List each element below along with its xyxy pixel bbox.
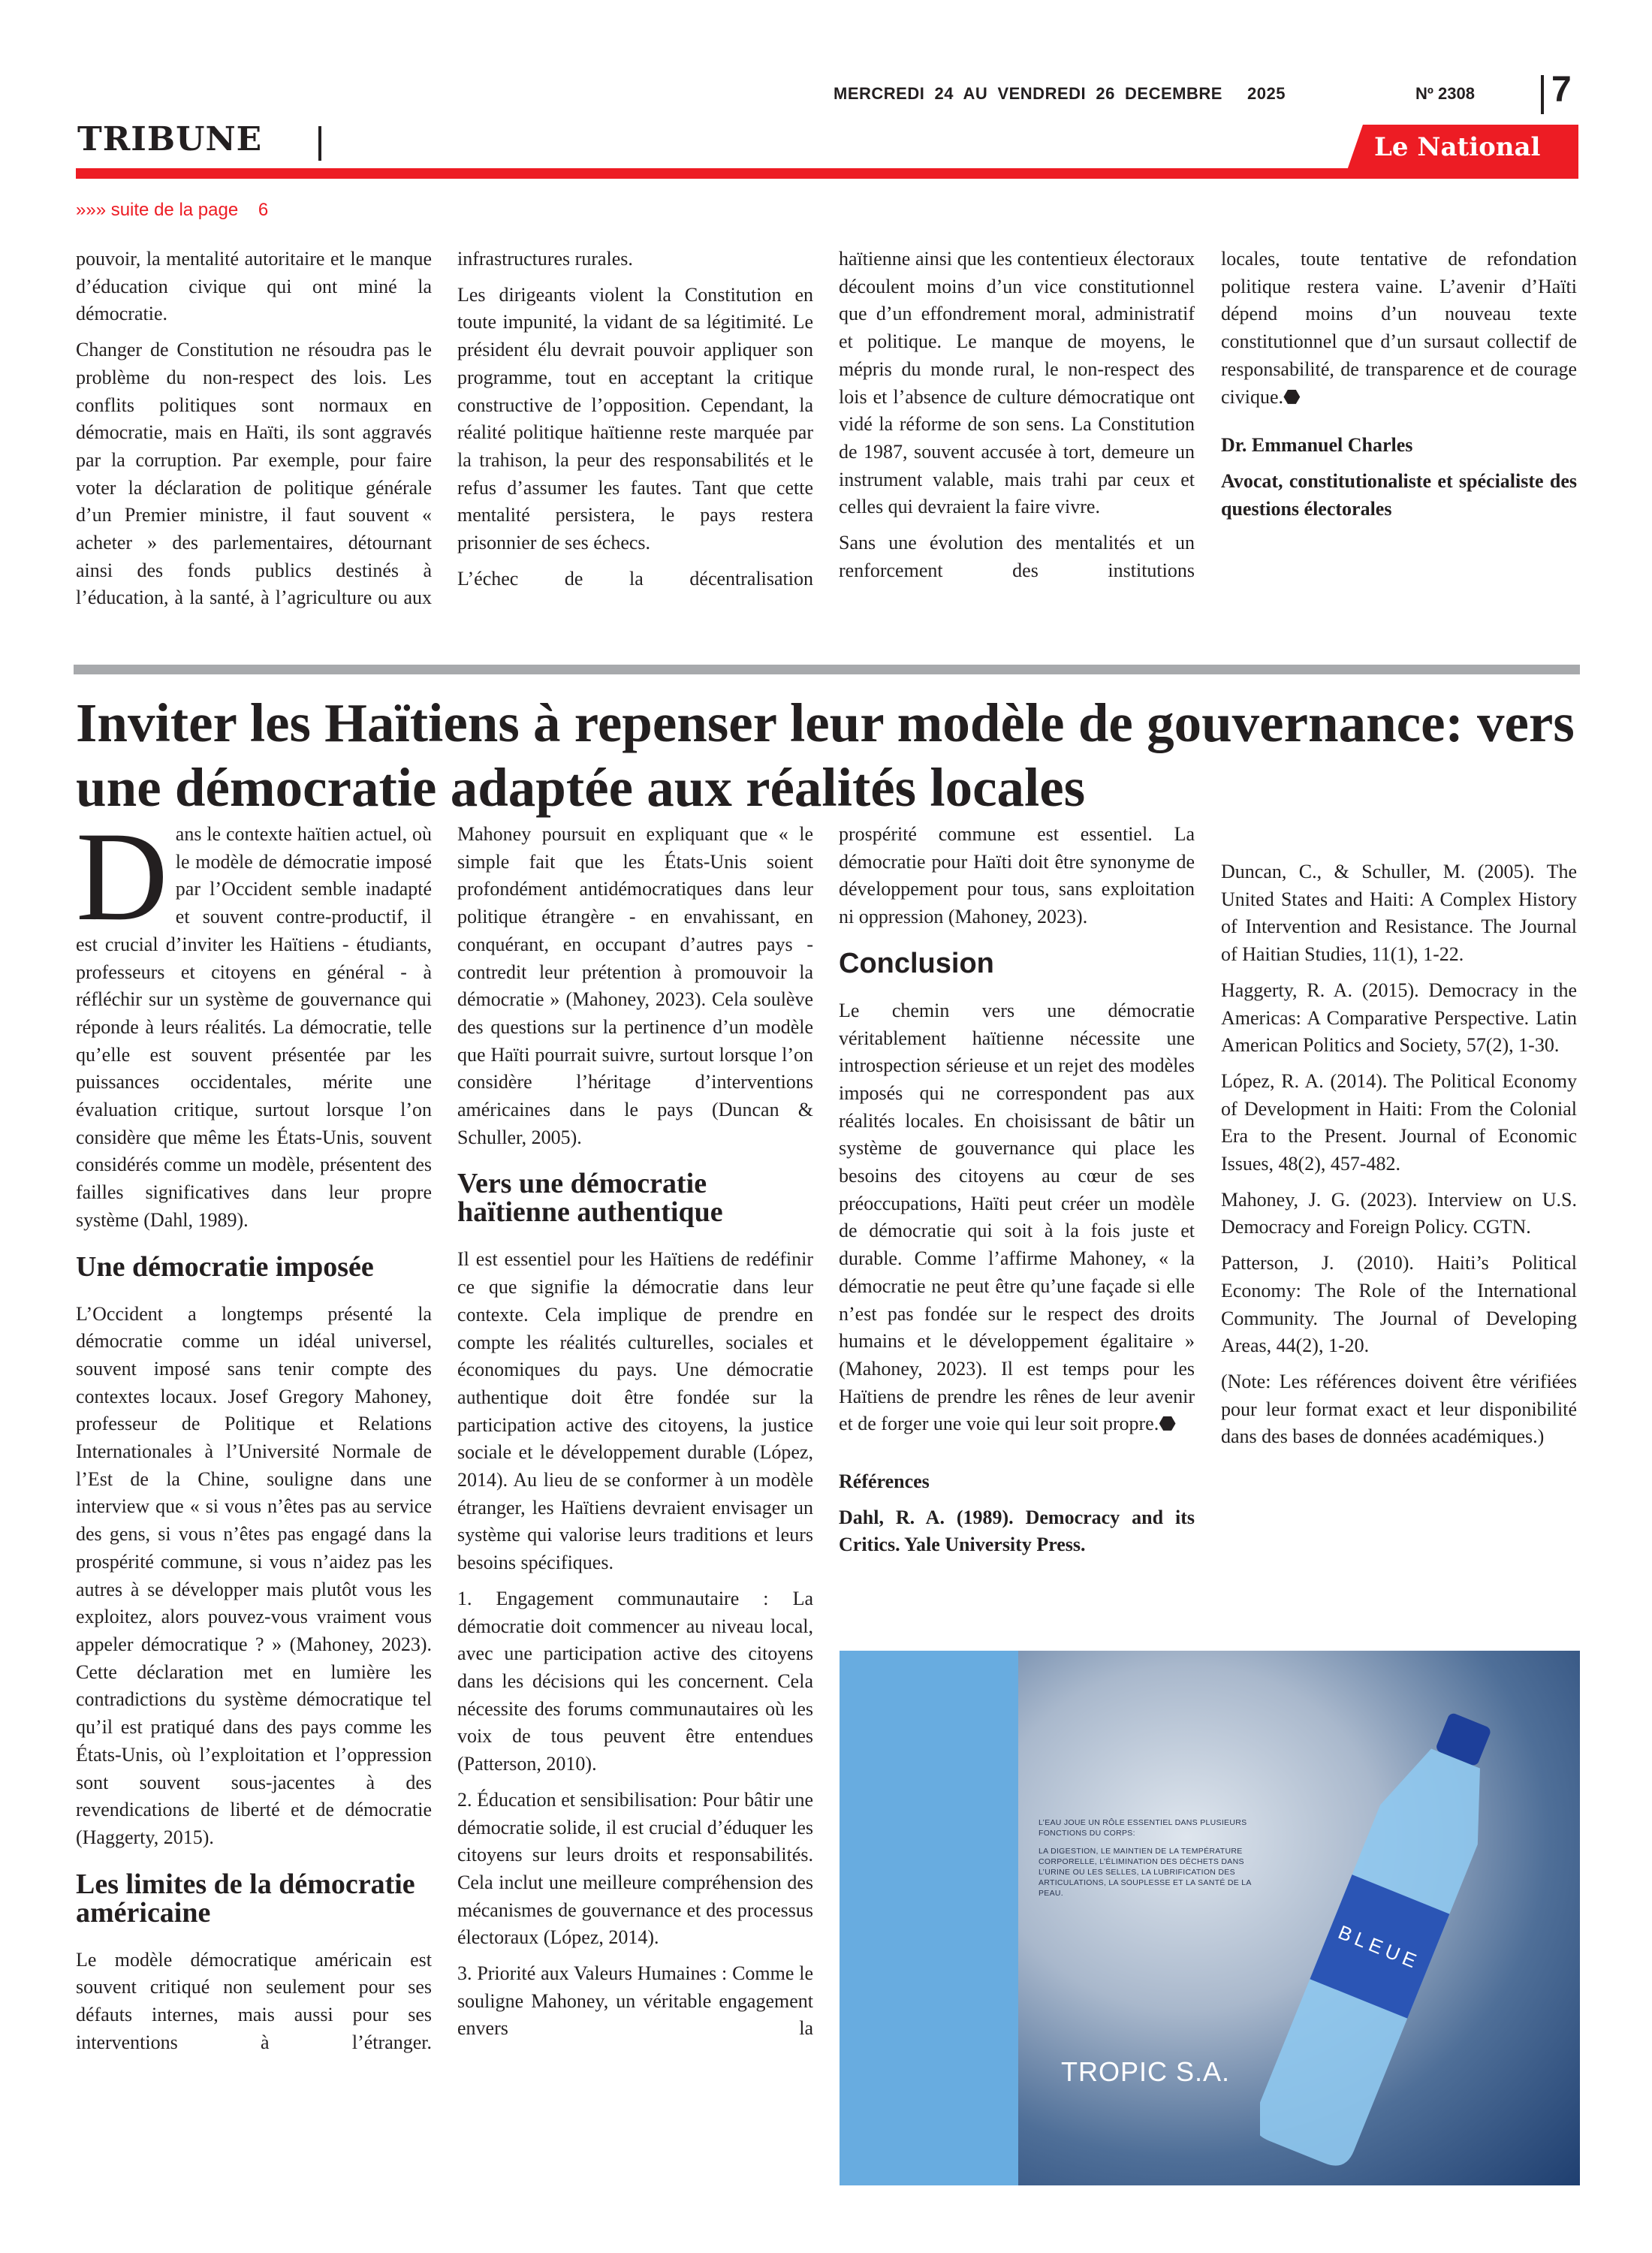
- paragraph: Duncan, C., & Schuller, M. (2005). The United States and Haiti: A Complex History of Intervention and Resistance. The Journal of Haitian Studies, 11(1), 1-22.: [1221, 861, 1577, 966]
- subheading: Une démocratie imposée: [76, 1250, 374, 1283]
- lead-text: ans le contexte haïtien actuel, où le modèle de démocratie imposé par l’Occident semble inadapté et souvent contre-productif, il est crucial d’inviter les Haïtiens - étudiants, professeurs et citoyens en général - à réfléchir sur un système de gouvernance qui réponde à leurs réalités. La démocratie, telle qu’elle est souvent présentée par les puissances occidentales, mérite une évaluation critique, surtout lorsque l’on considère que même les États-Unis, souvent considérés comme un modèle, présentent des failles significatives dans leur propre système (Dahl, 1989).: [76, 823, 432, 1231]
- ad-intro: L’EAU JOUE UN RÔLE ESSENTIEL DANS PLUSIEURS FONCTIONS DU CORPS:: [1039, 1818, 1247, 1838]
- top-column-1: [76, 246, 432, 620]
- ad-body: LA DIGESTION, LE MAINTIEN DE LA TEMPÉRATURE CORPORELLE, L’ÉLIMINATION DES DÉCHETS DANS L’URINE OU LES SELLES, LA LUBRIFICATION DES ARTICULATIONS, LA SOUPLESSE ET LA SANTÉ DE LA PEAU.: [1039, 1847, 1252, 1898]
- paragraph: Changer de Constitution ne résoudra pas le problème du non-respect des lois. Les conflits politiques sont normaux en démocratie, mais en Haïti, ils sont aggravés par la corruption. Par exemple, pour faire voter la déclaration de politique générale d’un Premier ministre, il faut souvent « acheter » des parlementaires, détournant ainsi des fonds publics destinés à l’éducation, à la santé, à l’agriculture ou aux: [76, 339, 432, 609]
- page-number-divider: [1541, 75, 1544, 114]
- paragraph: Les dirigeants violent la Constitution en toute impunité, la vidant de sa légitimité. Le président élu devrait pouvoir appliquer son programme, tout en acceptant la critique constructive de l’opposition. Cependant, la réalité politique haïtienne reste marquée par la trahison, la peur des responsabilités et le refus d’assumer les fautes. Tant que cette mentalité persistera, le pays restera prisonnier de ses échecs.: [457, 283, 813, 554]
- section-divider-rule: [74, 665, 1580, 674]
- article-column-2: [457, 821, 813, 2051]
- paragraph: Mahoney poursuit en expliquant que « le simple fait que les États-Unis soient profondément antidémocratiques dans leur politique étrangère - en envahissant, en conquérant, en occupant d’autres pays - contredit leur prétention à promouvoir la démocratie » (Mahoney, 2023). Cela soulève des questions sur la pertinence d’un modèle que Haïti pourrait suivre, surtout lorsque l’on considère l’héritage d’interventions américaines dans le pays (Duncan & Schuller, 2005).: [457, 823, 813, 1148]
- article-column-4: [1221, 858, 1577, 1459]
- continued-from-link[interactable]: »»» suite de la page 6: [76, 200, 269, 220]
- paragraph: 1. Engagement communautaire : La démocratie doit commencer au niveau local, avec une participation active des citoyens dans les décisions qui les concernent. Cela nécessite des forums communautaires où les voix de tous peuvent être entendues (Patterson, 2010).: [457, 1587, 813, 1775]
- brand-logo: Le National: [1374, 132, 1541, 162]
- subheading: Conclusion: [839, 947, 994, 979]
- paragraph: López, R. A. (2014). The Political Economy of Development in Haiti: From the Colonial Era to the Present. Journal of Economic Issues, 48(2), 457-482.: [1221, 1069, 1577, 1175]
- paragraph: haïtienne ainsi que les contentieux électoraux découlent moins d’un vice constitutionnel que d’un effondrement moral, administratif et politique. Le manque de moyens, le mépris du monde rural, le non-respect des lois et l’absence de culture démocratique ont vidé la réforme de son sens. La Constitution de 1987, souvent accusée à tort, demeure un instrument valable, mais trahi par ceux et celles qui devraient la faire vivre.: [839, 248, 1195, 518]
- paragraph: 3. Priorité aux Valeurs Humaines : Comme le souligne Mahoney, un véritable engagement envers la: [457, 1962, 813, 2040]
- paragraph: L’échec de la décentralisation: [457, 567, 813, 590]
- references-heading: Références: [839, 1470, 930, 1493]
- author-name: Dr. Emmanuel Charles: [1221, 434, 1413, 457]
- subheading: Vers une démocratie haïtienne authentique: [457, 1168, 723, 1229]
- paragraph: 2. Éducation et sensibilisation: Pour bâtir une démocratie solide, il est crucial d’éduquer les citoyens sur leurs droits et responsabilités. Cela inclut une meilleure compréhension des mécanismes de gouvernance et des processus électoraux (López, 2014).: [457, 1788, 813, 1949]
- section-title: TRIBUNE: [77, 120, 263, 158]
- page-number: 7: [1551, 70, 1572, 110]
- header-red-bar: [76, 168, 1578, 179]
- ad-logo: TROPIC S.A.: [1061, 2056, 1231, 2087]
- paragraph: Mahoney, J. G. (2023). Interview on U.S. Democracy and Foreign Policy. CGTN.: [1221, 1188, 1577, 1238]
- paragraph: locales, toute tentative de refondation politique restera vaine. L’avenir d’Haïti dépend moins d’un nouveau texte constitutionnel que d’un sursaut collectif de responsabilité, de transparence et de courage civique.⬣: [1221, 248, 1577, 408]
- paragraph: infrastructures rurales.: [457, 248, 633, 270]
- paragraph: [76, 806, 432, 1235]
- paragraph: Patterson, J. (2010). Haiti’s Political Economy: The Role of the International Community. The Journal of Developing Areas, 44(2), 1-20.: [1221, 1252, 1577, 1357]
- paragraph: Le modèle démocratique américain est souvent critiqué non seulement pour ses défauts internes, mais aussi pour ses interventions à l’étranger.: [76, 1948, 432, 2053]
- top-column-4: [1221, 246, 1577, 531]
- top-column-3: [839, 246, 1195, 593]
- advertisement[interactable]: [840, 1651, 1580, 2185]
- paragraph: prospérité commune est essentiel. La démocratie pour Haïti doit être synonyme de développement pour tous, sans exploitation ni oppression (Mahoney, 2023).: [839, 823, 1195, 928]
- section-divider: [318, 126, 321, 161]
- paragraph: Dahl, R. A. (1989). Democracy and its Critics. Yale University Press.: [839, 1506, 1195, 1556]
- paragraph: pouvoir, la mentalité autoritaire et le manque d’éducation civique qui ont miné la démocratie.: [76, 248, 432, 325]
- subheading: Les limites de la démocratie américaine: [76, 1868, 415, 1929]
- issue-number: Nº 2308: [1415, 84, 1475, 103]
- paragraph: Avocat, constitutionaliste et spécialiste des questions électorales: [1221, 469, 1577, 520]
- paragraph: L’Occident a longtemps présenté la démocratie comme un idéal universel, souvent imposé sans tenir compte des contextes locaux. Josef Gregory Mahoney, professeur de Politique et Relations Internationales à l’Université Normale de l’Est de la Chine, souligne dans une interview que « si vous n’êtes pas au service des gens, si vous n’êtes pas engagé dans la prospérité commune, si vous n’aidez pas les autres à se développer mais plutôt vous les exploitez, alors pouvez-vous vraiment vous appeler démocratique ? » (Mahoney, 2023). Cette déclaration met en lumière les contradictions du système démocratique tel qu’il est pratiqué dans des pays comme les États-Unis, où l’exploitation et l’oppression sont souvent sous-jacentes à des revendications de liberté et de démocratie (Haggerty, 2015).: [76, 1302, 432, 1848]
- drop-cap: D: [76, 806, 168, 947]
- article-headline: Inviter les Haïtiens à repenser leur modèle de gouvernance: vers une démocratie adaptée aux réalités locales: [76, 692, 1575, 818]
- article-column-1: [76, 806, 432, 2064]
- paragraph: (Note: Les références doivent être vérifiées pour leur format exact et leur disponibilité dans des bases de données académiques.): [1221, 1370, 1577, 1448]
- paragraph: Haggerty, R. A. (2015). Democracy in the Americas: A Comparative Perspective. Latin American Politics and Society, 57(2), 1-30.: [1221, 979, 1577, 1057]
- water-bottle-icon: [1260, 1696, 1508, 2176]
- paragraph: Il est essentiel pour les Haïtiens de redéfinir ce que signifie la démocratie dans leur contexte. Cela implique de prendre en compte les réalités culturelles, sociales et économiques du pays. Une démocratie authentique doit être fondée sur la participation active des citoyens, la justice sociale et le développement durable (López, 2014). Au lieu de se conformer à un modèle étranger, les Haïtiens devraient envisager un système qui valorise leurs traditions et leurs besoins spécifiques.: [457, 1248, 813, 1574]
- paragraph: Sans une évolution des mentalités et un renforcement des institutions: [839, 532, 1195, 581]
- article-column-3: [839, 821, 1195, 1567]
- ad-product-name: BLEUE: [1334, 1920, 1424, 1974]
- top-column-2: [457, 246, 813, 601]
- dateline: MERCREDI 24 AU VENDREDI 26 DECEMBRE 2025: [834, 84, 1286, 103]
- paragraph: Le chemin vers une démocratie véritablement haïtienne nécessite une introspection sérieuse et un rejet des modèles imposés qui ne correspondent pas aux réalités locales. En choisissant de bâtir un système de gouvernance qui place les besoins des citoyens au cœur de ses préoccupations, Haïti peut créer un modèle de démocratie qui soit à la fois juste et durable. Comme l’affirme Mahoney, « la démocratie ne peut être qu’une façade si elle n’est pas fondée sur le respect des droits humains et le développement égalitaire » (Mahoney, 2023). Il est temps pour les Haïtiens de prendre les rênes de leur avenir et de forger une voie qui leur soit propre.⬣: [839, 999, 1195, 1435]
- ad-copy: [1039, 1817, 1256, 1906]
